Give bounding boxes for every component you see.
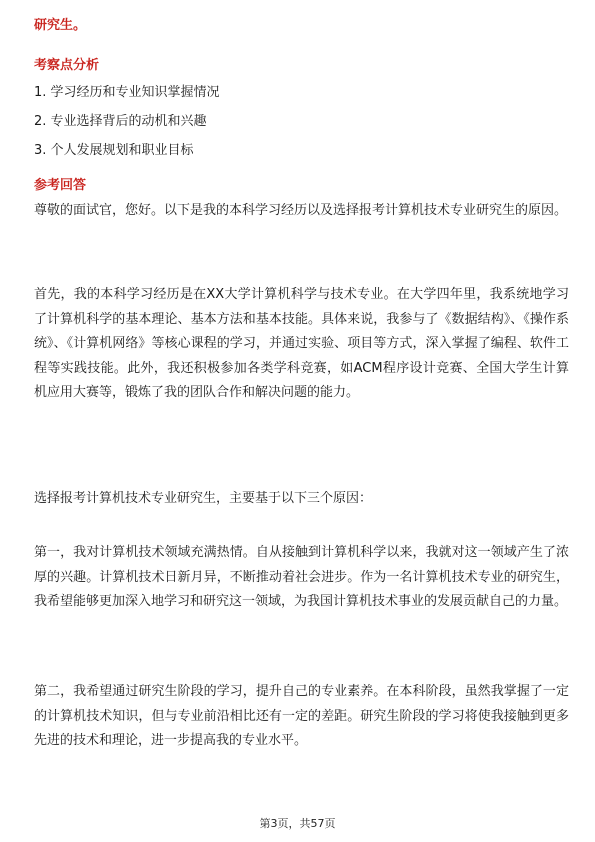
analysis-item: 2. 专业选择背后的动机和兴趣 xyxy=(34,114,207,129)
answer-paragraph: 选择报考计算机技术专业研究生，主要基于以下三个原因： xyxy=(34,491,373,506)
page-number: 第3页，共57页 xyxy=(259,817,336,830)
answer-paragraph: 首先，我的本科学习经历是在XX大学计算机科学与技术专业。在大学四年里，我系统地学习了计算机科学的基本理论、基本方法和基本技能。具体来说，我参与了《数据结构》、《操作系统》、《计算机网络》等核心课程的学习，并通过实验、项目等方式，深入掌握了编程、软件工程等实践技能。此外，我还积极参加各类学科竞赛，如ACM程序设计竞赛、全国大学生计算机应用大赛等，锻炼了我的团队合作和解决问题的能力。 xyxy=(34,287,569,400)
analysis-item: 3. 个人发展规划和职业目标 xyxy=(34,143,194,158)
header-fragment: 研究生。 xyxy=(34,18,87,33)
answer-paragraph: 第一，我对计算机技术领域充满热情。自从接触到计算机科学以来，我就对这一领域产生了浓厚的兴趣。计算机技术日新月异，不断推动着社会进步。作为一名计算机技术专业的研究生，我希望能够更加深入地学习和研究这一领域，为我国计算机技术事业的发展贡献自己的力量。 xyxy=(34,545,569,609)
answer-heading: 参考回答 xyxy=(34,178,87,193)
analysis-item: 1. 学习经历和专业知识掌握情况 xyxy=(34,85,220,100)
answer-paragraph: 尊敬的面试官，您好。以下是我的本科学习经历以及选择报考计算机技术专业研究生的原因。 xyxy=(34,203,568,218)
answer-paragraph: 第二，我希望通过研究生阶段的学习，提升自己的专业素养。在本科阶段，虽然我掌握了一定的计算机技术知识，但与专业前沿相比还有一定的差距。研究生阶段的学习将使我接触到更多先进的技术和理论，进一步提高我的专业水平。 xyxy=(34,684,569,748)
analysis-heading: 考察点分析 xyxy=(34,58,100,73)
